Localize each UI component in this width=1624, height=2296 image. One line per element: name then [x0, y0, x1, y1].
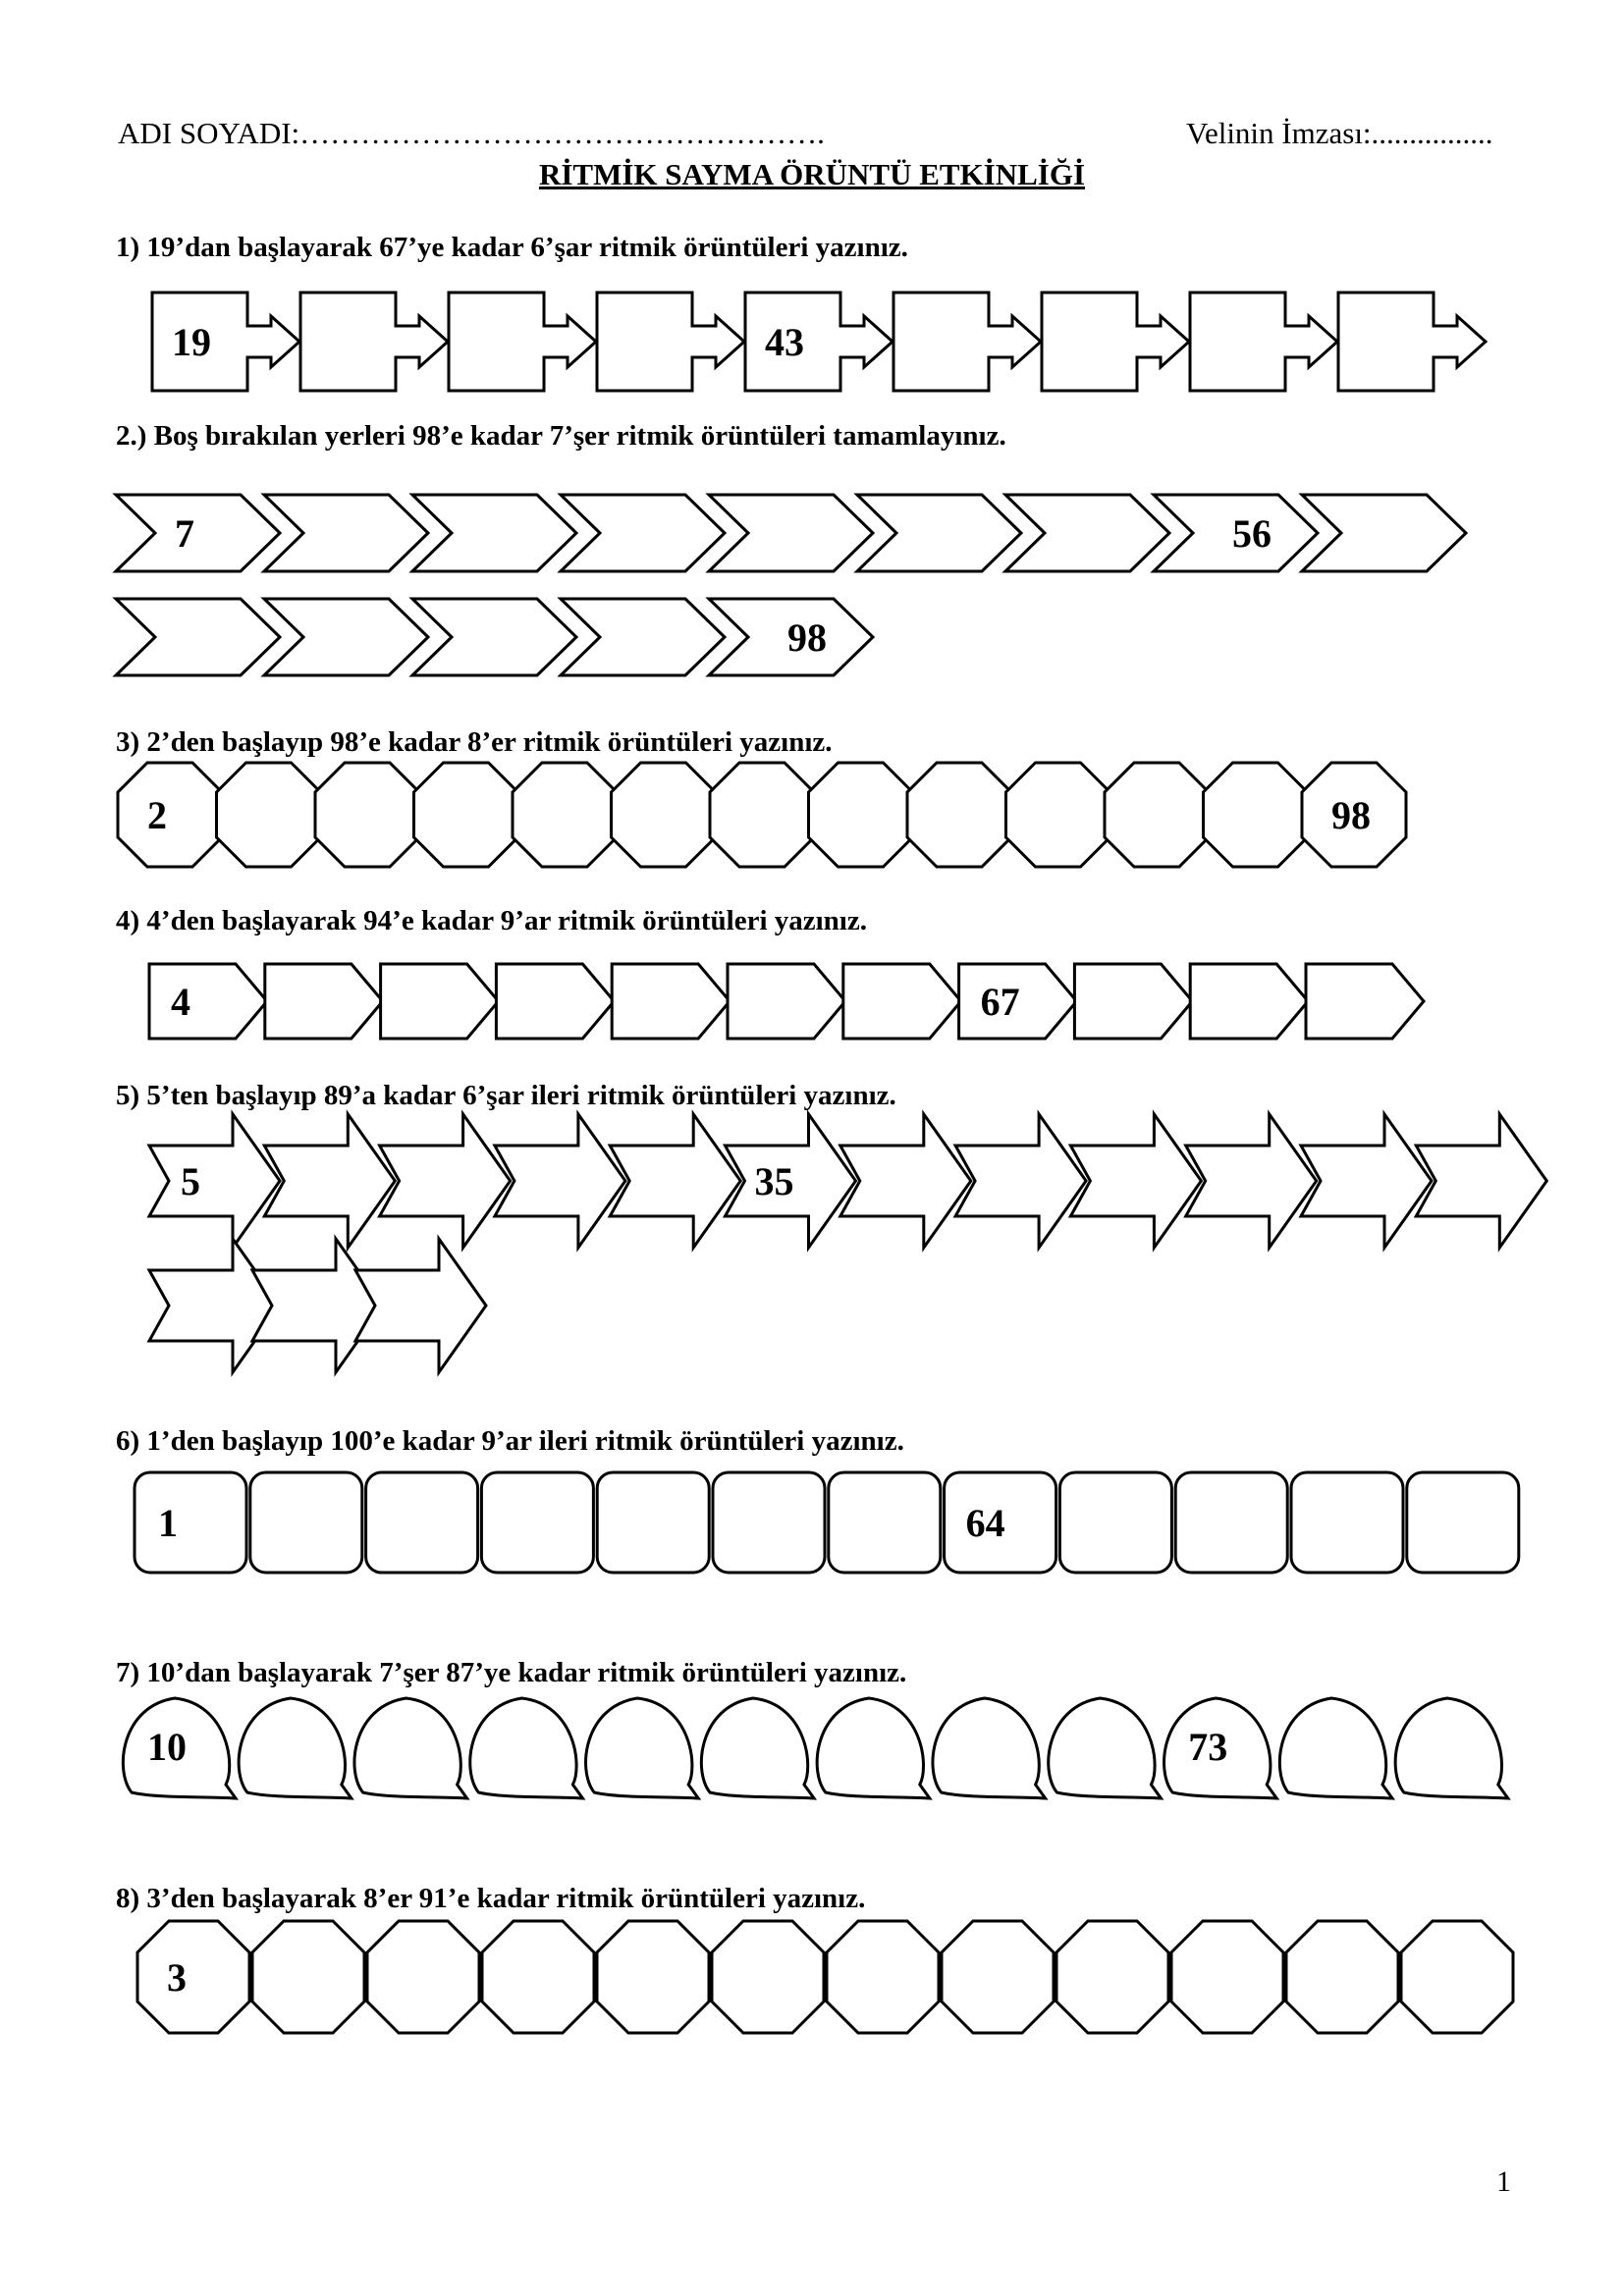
q4-pentagon-tag[interactable]: [381, 964, 499, 1039]
q2-chevron[interactable]: [116, 495, 280, 571]
q7-speech-bubble[interactable]: [586, 1698, 699, 1798]
q2-chevron[interactable]: [561, 599, 725, 675]
q7-cell-value: 10: [147, 1725, 187, 1769]
q4-pentagon-tag[interactable]: [728, 964, 845, 1039]
q7-speech-bubble[interactable]: [1049, 1698, 1162, 1798]
q3-octagon[interactable]: [907, 763, 1011, 867]
q6-rounded-box[interactable]: [829, 1472, 941, 1573]
q8-octagon[interactable]: [252, 1921, 364, 2033]
q5-block-arrow[interactable]: [264, 1114, 395, 1248]
q6-rounded-box[interactable]: [366, 1472, 478, 1573]
q1-arrow-box[interactable]: [1042, 293, 1189, 391]
q3-octagon[interactable]: [612, 763, 716, 867]
question-1-text: 1) 19’dan başlayarak 67’ye kadar 6’şar ritmik örüntüleri yazınız.: [116, 232, 908, 263]
q7-cell-value: 73: [1188, 1725, 1228, 1769]
q3-cell-value: 98: [1331, 793, 1371, 837]
q5-block-arrow[interactable]: [355, 1239, 486, 1372]
q5-block-arrow[interactable]: [1186, 1114, 1317, 1248]
question-8-text: 8) 3’den başlayarak 8’er 91’e kadar ritmik örüntüleri yazınız.: [116, 1883, 866, 1914]
q4-pentagon-tag[interactable]: [843, 964, 961, 1039]
q7-speech-bubble[interactable]: [933, 1698, 1046, 1798]
q5-cell-value: 35: [754, 1159, 794, 1203]
q4-pentagon-tag[interactable]: [1190, 964, 1308, 1039]
q8-octagon[interactable]: [482, 1921, 594, 2033]
q3-octagon[interactable]: [1006, 763, 1110, 867]
q4-pentagon-tag[interactable]: [265, 964, 383, 1039]
q8-octagon[interactable]: [942, 1921, 1054, 2033]
q3-cell-value: 2: [147, 793, 167, 837]
q1-arrow-box[interactable]: [1190, 293, 1337, 391]
q8-octagon[interactable]: [712, 1921, 824, 2033]
q7-speech-bubble[interactable]: [817, 1698, 930, 1798]
q3-octagon[interactable]: [710, 763, 814, 867]
q3-octagon[interactable]: [1204, 763, 1308, 867]
q8-octagon[interactable]: [1171, 1921, 1283, 2033]
q6-rounded-box[interactable]: [481, 1472, 593, 1573]
q3-octagon[interactable]: [118, 763, 222, 867]
q2-chevron[interactable]: [561, 495, 725, 571]
q4-cell-value: 67: [980, 980, 1020, 1024]
q2-cell-value: 98: [787, 615, 827, 660]
q4-pentagon-tag[interactable]: [612, 964, 730, 1039]
q7-speech-bubble[interactable]: [354, 1698, 467, 1798]
q2-chevron[interactable]: [116, 599, 280, 675]
q3-octagon[interactable]: [513, 763, 617, 867]
q6-rounded-box[interactable]: [1407, 1472, 1519, 1573]
q8-octagon[interactable]: [137, 1921, 249, 2033]
parent-signature-field[interactable]: Velinin İmzası:................: [1186, 116, 1493, 150]
q7-speech-bubble[interactable]: [701, 1698, 814, 1798]
q6-rounded-box[interactable]: [250, 1472, 362, 1573]
q3-octagon[interactable]: [809, 763, 913, 867]
q3-octagon[interactable]: [217, 763, 321, 867]
q6-rounded-box[interactable]: [713, 1472, 825, 1573]
q2-chevron[interactable]: [264, 599, 428, 675]
q8-octagon[interactable]: [827, 1921, 939, 2033]
question-4-text: 4) 4’den başlayarak 94’e kadar 9’ar ritmik örüntüleri yazınız.: [116, 905, 867, 936]
q2-chevron[interactable]: [1005, 495, 1169, 571]
q5-block-arrow[interactable]: [955, 1114, 1086, 1248]
q8-octagon[interactable]: [1056, 1921, 1168, 2033]
q3-octagon[interactable]: [414, 763, 518, 867]
question-6-text: 6) 1’den başlayıp 100’e kadar 9’ar ileri ritmik örüntüleri yazınız.: [116, 1425, 904, 1457]
page-number: 1: [1496, 2165, 1511, 2198]
q7-speech-bubble[interactable]: [1279, 1698, 1392, 1798]
q1-cell-value: 43: [765, 320, 804, 364]
q2-chevron[interactable]: [1302, 495, 1466, 571]
q6-rounded-box[interactable]: [1175, 1472, 1287, 1573]
q3-octagon[interactable]: [1105, 763, 1209, 867]
q8-octagon[interactable]: [1286, 1921, 1398, 2033]
q3-octagon[interactable]: [315, 763, 419, 867]
q2-chevron[interactable]: [709, 495, 873, 571]
q6-cell-value: 64: [965, 1501, 1005, 1545]
q1-arrow-box[interactable]: [1338, 293, 1486, 391]
q7-speech-bubble[interactable]: [239, 1698, 352, 1798]
q5-block-arrow[interactable]: [840, 1114, 971, 1248]
q4-pentagon-tag[interactable]: [496, 964, 614, 1039]
q2-chevron[interactable]: [412, 495, 576, 571]
q5-block-arrow[interactable]: [380, 1114, 511, 1248]
page-title: RİTMİK SAYMA ÖRÜNTÜ ETKİNLİĞİ: [538, 157, 1086, 191]
q5-block-arrow[interactable]: [1301, 1114, 1432, 1248]
q5-block-arrow[interactable]: [149, 1239, 280, 1372]
q2-cell-value: 7: [175, 511, 194, 556]
q6-rounded-box[interactable]: [597, 1472, 709, 1573]
question-3-text: 3) 2’den başlayıp 98’e kadar 8’er ritmik örüntüleri yazınız.: [116, 726, 833, 758]
q5-block-arrow[interactable]: [252, 1239, 383, 1372]
q5-block-arrow[interactable]: [610, 1114, 740, 1248]
q6-rounded-box[interactable]: [1291, 1472, 1403, 1573]
q2-chevron[interactable]: [264, 495, 428, 571]
q5-block-arrow[interactable]: [495, 1114, 625, 1248]
q8-octagon[interactable]: [597, 1921, 709, 2033]
question-5-text: 5) 5’ten başlayıp 89’a kadar 6’şar ileri ritmik örüntüleri yazınız.: [116, 1080, 896, 1111]
question-2-text: 2.) Boş bırakılan yerleri 98’e kadar 7’şer ritmik örüntüleri tamamlayınız.: [116, 420, 1006, 452]
q5-block-arrow[interactable]: [1416, 1114, 1546, 1248]
q5-block-arrow[interactable]: [149, 1114, 280, 1248]
q2-chevron[interactable]: [412, 599, 576, 675]
q1-arrow-box[interactable]: [449, 293, 596, 391]
q4-pentagon-tag[interactable]: [1074, 964, 1192, 1039]
q6-rounded-box[interactable]: [1059, 1472, 1171, 1573]
q5-cell-value: 5: [181, 1159, 200, 1203]
q4-pentagon-tag[interactable]: [1306, 964, 1424, 1039]
q2-cell-value: 56: [1232, 511, 1272, 556]
q8-cell-value: 3: [167, 1955, 187, 2000]
q7-speech-bubble[interactable]: [470, 1698, 583, 1798]
q8-octagon[interactable]: [1401, 1921, 1513, 2033]
q1-arrow-box[interactable]: [300, 293, 448, 391]
q4-cell-value: 4: [171, 980, 190, 1024]
q7-speech-bubble[interactable]: [1395, 1698, 1508, 1798]
q2-chevron[interactable]: [857, 495, 1021, 571]
q5-block-arrow[interactable]: [1070, 1114, 1201, 1248]
name-surname-field[interactable]: ADI SOYADI:…………………………………………….: [118, 116, 825, 150]
question-7-text: 7) 10’dan başlayarak 7’şer 87’ye kadar ritmik örüntüleri yazınız.: [116, 1657, 907, 1688]
q1-arrow-box[interactable]: [597, 293, 744, 391]
q6-rounded-box[interactable]: [135, 1472, 246, 1573]
q8-octagon[interactable]: [367, 1921, 479, 2033]
q1-arrow-box[interactable]: [893, 293, 1041, 391]
q6-cell-value: 1: [158, 1501, 178, 1545]
q1-cell-value: 19: [172, 320, 211, 364]
q4-pentagon-tag[interactable]: [149, 964, 267, 1039]
